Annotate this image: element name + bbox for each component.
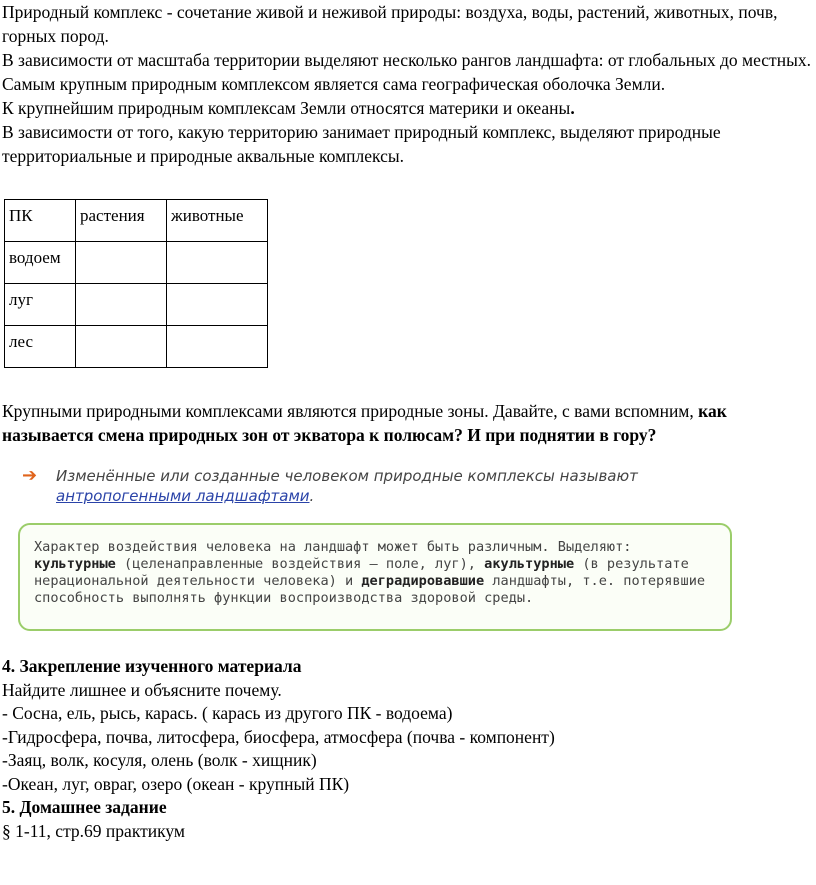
impact-text-4: ландшафты, т.е. потерявшие способность выполнять функции воспроизводства здоровой среды. <box>34 573 706 606</box>
intro-text <box>0 0 812 168</box>
table-cell <box>76 326 167 368</box>
largest-complexes-text: К крупнейшим природным комплексам Земли относятся материки и океаны <box>2 98 571 118</box>
table-cell <box>167 242 268 284</box>
paragraph-complex-types: В зависимости от того, какую территорию занимает природный комплекс, выделяют природные территориальные и природные аквальные комплексы. <box>2 122 721 166</box>
question-text <box>0 399 812 447</box>
table-cell <box>167 284 268 326</box>
paragraph-landscape-ranks: В зависимости от масштаба территории выделяют несколько рангов ландшафта: от глобальных до местных. Самым крупным природным комплексом является сама географическая оболочка Земли. <box>2 50 811 94</box>
paragraph-largest-complexes <box>0 96 812 120</box>
table-header-cell: животные <box>167 200 268 242</box>
largest-complexes-period: . <box>570 98 575 118</box>
impact-text-2: (целенаправленные воздействия – поле, луг), <box>115 556 485 572</box>
task-line: -Океан, луг, овраг, озеро (океан - крупный ПК) <box>2 773 350 794</box>
impact-text-3: (в результате нерациональной деятельности человека) и <box>34 556 689 589</box>
impact-degraded: деградировавшие <box>361 573 485 589</box>
question-paragraph <box>0 399 812 447</box>
table-cell: водоем <box>5 242 76 284</box>
impact-cultural: культурные <box>34 556 116 572</box>
question-lead: Крупными природными комплексами являются природные зоны. Давайте, с вами вспомним, <box>2 401 699 421</box>
table-cell <box>167 326 268 368</box>
note-end: . <box>309 487 315 505</box>
complex-table <box>4 199 268 368</box>
table-row <box>5 326 268 368</box>
table-cell: луг <box>5 284 76 326</box>
section-4-heading <box>0 655 812 679</box>
table-cell <box>76 242 167 284</box>
arrow-right-icon: ➔ <box>22 465 38 486</box>
section-5-title: 5. Домашнее задание <box>2 797 167 817</box>
impact-text-1: Характер воздействия человека на ландшафт может быть различным. Выделяют: <box>34 539 632 555</box>
table-row <box>5 284 268 326</box>
table-cell <box>76 284 167 326</box>
anthropogenic-note <box>22 466 742 514</box>
section-4-title: 4. Закрепление изученного материала <box>2 656 302 676</box>
question-bold: как называется смена природных зон от экватора к полюсам? И при поднятии в гору? <box>2 401 727 445</box>
task-line: -Гидросфера, почва, литосфера, биосфера, атмосфера (почва - компонент) <box>2 726 555 747</box>
anthropogenic-note-text <box>56 466 746 506</box>
paragraph-definition: Природный комплекс - сочетание живой и неживой природы: воздуха, воды, растений, животных, почв, горных пород. <box>2 2 778 46</box>
anthropogenic-landscapes-link[interactable]: антропогенными ландшафтами <box>56 487 310 505</box>
table-header-cell: растения <box>76 200 167 242</box>
impact-acultural: акультурные <box>484 556 575 572</box>
table-header-row <box>5 200 268 242</box>
note-lead: Изменённые или созданные человеком природные комплексы называют <box>56 467 638 485</box>
tasks-section <box>0 655 812 843</box>
task-line: - Сосна, ель, рысь, карась. ( карась из другого ПК - водоема) <box>2 703 453 723</box>
impact-info-box <box>18 523 732 631</box>
table-cell: лес <box>5 326 76 368</box>
task-line: -Заяц, волк, косуля, олень (волк - хищник) <box>2 750 317 770</box>
homework-line: § 1-11, стр.69 практикум <box>2 820 185 841</box>
table-row <box>5 242 268 284</box>
section-5-heading <box>0 796 812 820</box>
task-line: Найдите лишнее и объясните почему. <box>2 679 282 700</box>
table-header-cell: ПК <box>5 200 76 242</box>
